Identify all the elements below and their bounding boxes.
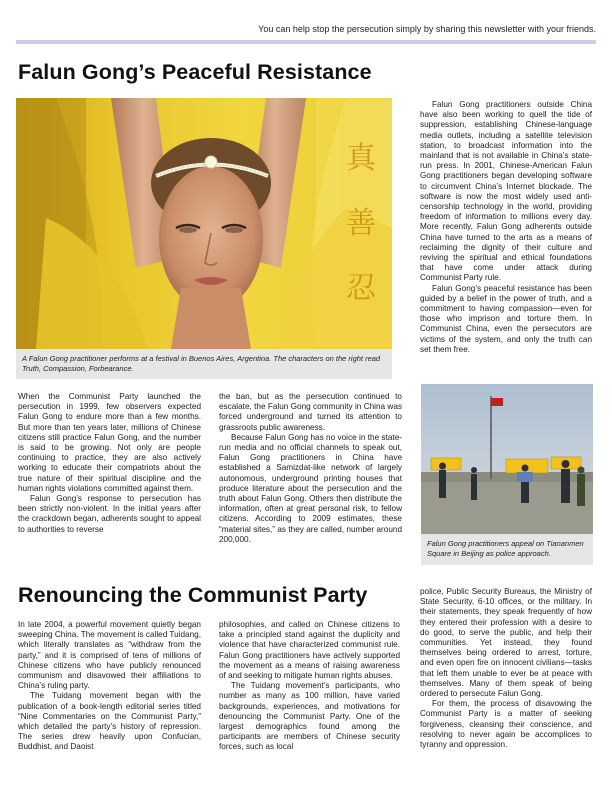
- dancer-photo: [16, 98, 392, 349]
- article2-headline: Renouncing the Communist Party: [18, 583, 368, 607]
- paragraph: philosophies, and called on Chinese citizens to take a principled stand against the duplicity and violence that have characterized communist rule. Falun Gong practitioners have actively supported the movement as a means of raising awareness of and seeking to mitigate human rights abuses.: [219, 620, 400, 681]
- paragraph: Falun Gong’s peaceful resistance has been guided by a belief in the power of truth, and a commitment to having compassion—even for those who imprison and torture them. In Communist China, even the persecutors are victims of the system, and only the truth can set them free.: [420, 283, 592, 354]
- character-truth: 真: [346, 141, 376, 176]
- paragraph: Because Falun Gong has no voice in the state-run media and no official channels to speak out, Falun Gong practitioners in China have established a Samizdat-like network of largely autonomous, underground printing houses that produce literature about the persecution and the truth about Falun Gong. Others then distribute the information, often at great personal risk, to fellow citizens. According to 2009 estimates, these “material sites,” as they are called, number around 200,000.: [219, 432, 402, 544]
- paragraph: The Tuidang movement’s participants, who number as many as 100 million, have varied backgrounds, experiences, and motivations for denouncing the Communist Party. One of the largest demographics found among the participants are members of Chinese security forces, such as local: [219, 681, 400, 752]
- paragraph: Falun Gong’s response to persecution has been strictly non-violent. In the initial years after the crackdown began, adherents sought to appeal to authorities to reverse: [18, 494, 201, 534]
- paragraph: In late 2004, a powerful movement quietly began sweeping China. The movement is called Tuidang, which literally translates as “withdraw from the party,” and it is comprised of tens of millions of Chinese citizens who have publicly renounced communism and disavowed their affiliations to China’s ruling party.: [18, 620, 201, 691]
- paragraph: For them, the process of disavowing the Communist Party is a matter of seeking forgiveness, cleansing their conscience, and resolving to never again be accomplices to tyranny and oppression.: [420, 699, 592, 750]
- photo-characters: [346, 141, 377, 306]
- character-forbearance: 忍: [346, 271, 376, 306]
- share-note: You can help stop the persecution simply by sharing this newsletter with your friends.: [258, 24, 596, 34]
- tiananmen-photo: [421, 384, 593, 534]
- article2-column-3: [420, 587, 592, 750]
- paragraph: Falun Gong practitioners outside China have also been working to quell the tide of suppression, establishing Chinese-language media outlets, including a satellite television station, to broadcast information into the mainland that is not available in China’s state-run press. In 2001, Chinese-American Falun Gong practitioners began developing software to circumvent China’s Internet blockade. The software is now the most widely used anti-censorship technology in the world, providing freedom of information to millions every day. More recently, Falun Gong adherents outside China have turned to the arts as a means of reclaiming the dignity of their culture and reviving the spiritual and ethical foundations that have come under attack during Communist Party rule.: [420, 100, 592, 283]
- article1-headline: Falun Gong’s Peaceful Resistance: [18, 60, 372, 84]
- photo2-caption: Falun Gong practitioners appeal on Tiananmen Square in Beijing as police approach.: [427, 539, 584, 558]
- paragraph: The Tuidang movement began with the publication of a book-length editorial series titled “Nine Commentaries on the Communist Party,” which detailed the party’s history of repression. The series drew heavily upon Confucian, Buddhist, and Daoist: [18, 691, 201, 752]
- article2-column-1: [18, 620, 201, 753]
- photo-figure-tiananmen: [421, 384, 593, 565]
- paragraph: When the Communist Party launched the persecution in 1999, few observers expected Falun Gong to endure more than a few months. But more than ten years later, millions of Chinese citizens still practice Falun Gong, and the number is said to be growing. Not only are people continuing to practice, they are also actively working to educate their compatriots about the true nature of their spiritual discipline and the human rights violations committed against them.: [18, 392, 201, 493]
- article1-right-column: [420, 100, 592, 355]
- article1-column-1: [18, 392, 201, 535]
- photo-caption: A Falun Gong practitioner performs at a festival in Buenos Aires, Argentina. The characters on the right read Truth, Compassion, Forbearance.: [22, 354, 381, 373]
- photo-figure-dancer: [16, 98, 392, 379]
- paragraph: police, Public Security Bureaus, the Ministry of State Security, 6-10 offices, or the military. In their statements, they speak frequently of how they entered their profession with a desire to do good, to serve the public, and help their communities. Yet instead, they found themselves being ordered to arrest, torture, and even open fire on innocent civilians—tasks that left them unable to ever be at peace with themselves. Many of them speak of being ordered to persecute Falun Gong.: [420, 587, 592, 699]
- article2-column-2: [219, 620, 400, 753]
- paragraph: the ban, but as the persecution continued to escalate, the Falun Gong community in China was forced underground and turned its attention to grassroots public awareness.: [219, 392, 402, 432]
- header-rule: [16, 40, 596, 44]
- character-compassion: 善: [346, 206, 376, 241]
- article1-column-2: [219, 392, 402, 545]
